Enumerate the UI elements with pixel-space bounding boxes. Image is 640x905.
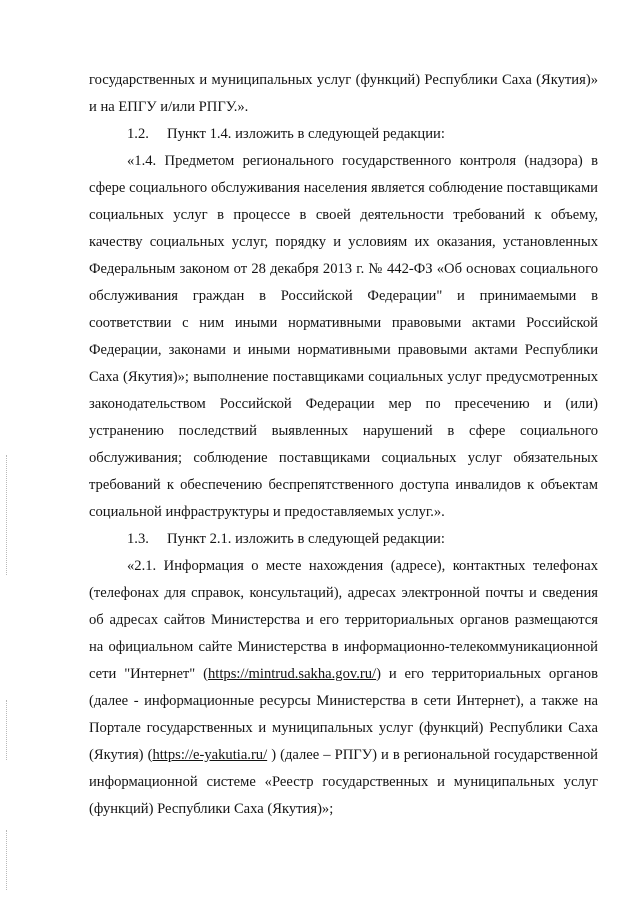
clause-text-part: «2.1. Информация о месте нахождения (адресе), контактных телефонах (телефонах для справок, консультаций), адресах электронной почты и сведения об адресах сайтов Министерства и его территориальных органов размещаются на официальном сайте Министерства в информационно-телекоммуникационной сети "Интернет" ( bbox=[89, 558, 598, 682]
item-text: Пункт 2.1. изложить в следующей редакции: bbox=[167, 531, 445, 547]
item-number: 1.3. bbox=[127, 531, 149, 547]
paragraph-item-1-3 bbox=[89, 526, 598, 553]
paragraph-clause-2-1 bbox=[89, 553, 598, 823]
scan-edge-mark bbox=[6, 455, 9, 575]
clause-text-part: ) (далее – РПГУ) и в региональной государственной информационной системе «Реестр государственных и муниципальных услуг (функций) Республики Саха (Якутия)»; bbox=[89, 747, 598, 817]
paragraph-continuation: государственных и муниципальных услуг (функций) Республики Саха (Якутия)» и на ЕПГУ и/или РПГУ.». bbox=[89, 72, 598, 115]
item-text: Пункт 1.4. изложить в следующей редакции: bbox=[167, 126, 445, 142]
document-body bbox=[89, 67, 598, 823]
e-yakutia-link[interactable]: https://e-yakutia.ru/ bbox=[152, 747, 268, 763]
scan-edge-mark bbox=[6, 830, 9, 890]
mintrud-link[interactable]: https://mintrud.sakha.gov.ru/ bbox=[208, 666, 377, 682]
scan-edge-mark bbox=[6, 700, 9, 760]
paragraph-item-1-2 bbox=[89, 121, 598, 148]
item-number: 1.2. bbox=[127, 126, 149, 142]
paragraph-clause-1-4: «1.4. Предметом регионального государственного контроля (надзора) в сфере социального обслуживания населения является соблюдение поставщиками социальных услуг в процессе в своей деятельности требований к объему, качеству социальных услуг, порядку и условиям их оказания, установленных Федеральным законом от 28 декабря 2013 г. № 442-ФЗ «Об основах социального обслуживания граждан в Российской Федерации" и принимаемыми в соответствии с ним иными нормативными правовыми актами Российской Федерации, законами и иными нормативными правовыми актами Республики Саха (Якутия)»; выполнение поставщиками социальных услуг предусмотренных законодательством Российской Федерации мер по пресечению и (или) устранению последствий выявленных нарушений в сфере социального обслуживания; соблюдение поставщиками социальных услуг обязательных требований к обеспечению беспрепятственного доступа инвалидов к объектам социальной инфраструктуры и предоставляемых услуг.». bbox=[89, 153, 598, 520]
clause-text-part: ) и его территориальных органов (далее - информационные ресурсы Министерства в сети Интернет), а также на Портале государственных и муниципальных услуг (функций) Республики Саха (Якутия) ( bbox=[89, 666, 598, 763]
